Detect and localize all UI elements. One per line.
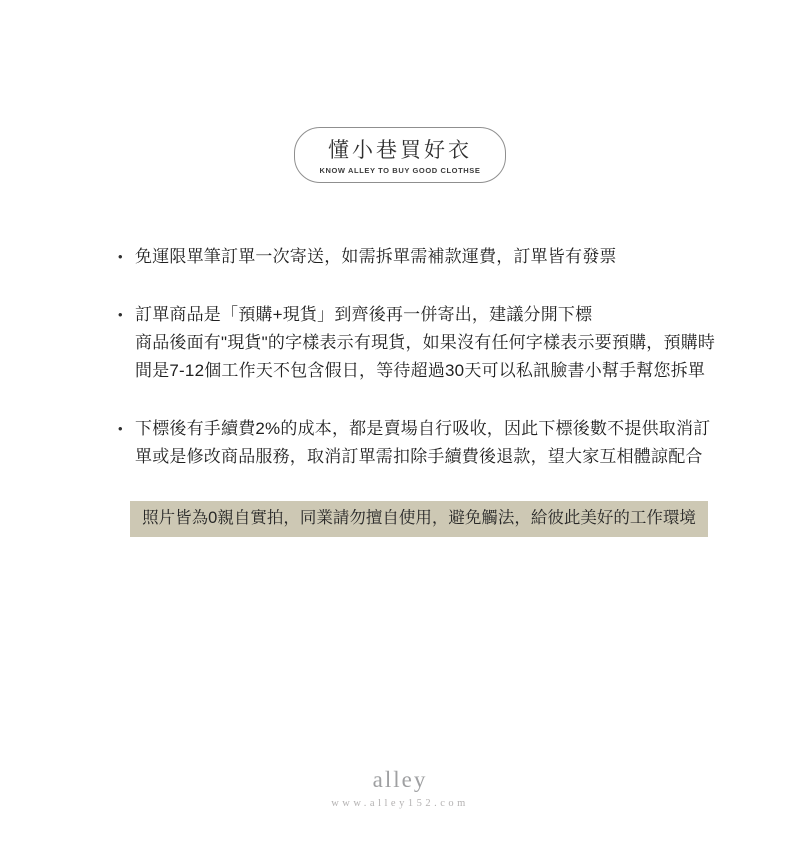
footer xyxy=(0,767,800,809)
store-logo-badge xyxy=(294,127,505,183)
bullet-icon: • xyxy=(118,307,123,322)
bullet-icon: • xyxy=(118,421,123,436)
bullet-icon: • xyxy=(118,249,123,264)
store-title: 懂小巷買好衣 xyxy=(327,139,472,162)
notice-lines xyxy=(135,415,728,471)
notice-item xyxy=(118,243,728,271)
website-url: www.alley152.com xyxy=(331,798,469,809)
notice-line: 訂單商品是「預購+現貨」到齊後再一併寄出，建議分開下標 xyxy=(135,305,593,324)
notice-line: 下標後有手續費2%的成本，都是賣場自行吸收，因此下標後數不提供取消訂 xyxy=(135,419,711,438)
notice-line: 商品後面有"現貨"的字樣表示有現貨，如果沒有任何字樣表示要預購，預購時 xyxy=(135,333,716,352)
notice-list xyxy=(118,243,728,471)
notice-lines xyxy=(135,243,728,271)
notice-line: 免運限單筆訂單一次寄送，如需拆單需補款運費，訂單皆有發票 xyxy=(135,247,617,266)
brand-wordmark: alley xyxy=(372,767,428,792)
notice-item xyxy=(118,415,728,471)
highlight-banner: 照片皆為0親自實拍，同業請勿擅自使用，避免觸法，給彼此美好的工作環境 xyxy=(130,501,708,537)
notice-item xyxy=(118,301,728,385)
notice-line: 間是7-12個工作天不包含假日，等待超過30天可以私訊臉書小幫手幫您拆單 xyxy=(135,361,706,380)
store-subtitle: KNOW ALLEY TO BUY GOOD CLOTHSE xyxy=(319,166,481,175)
notice-lines xyxy=(135,301,728,385)
notice-line: 單或是修改商品服務，取消訂單需扣除手續費後退款，望大家互相體諒配合 xyxy=(135,447,703,466)
